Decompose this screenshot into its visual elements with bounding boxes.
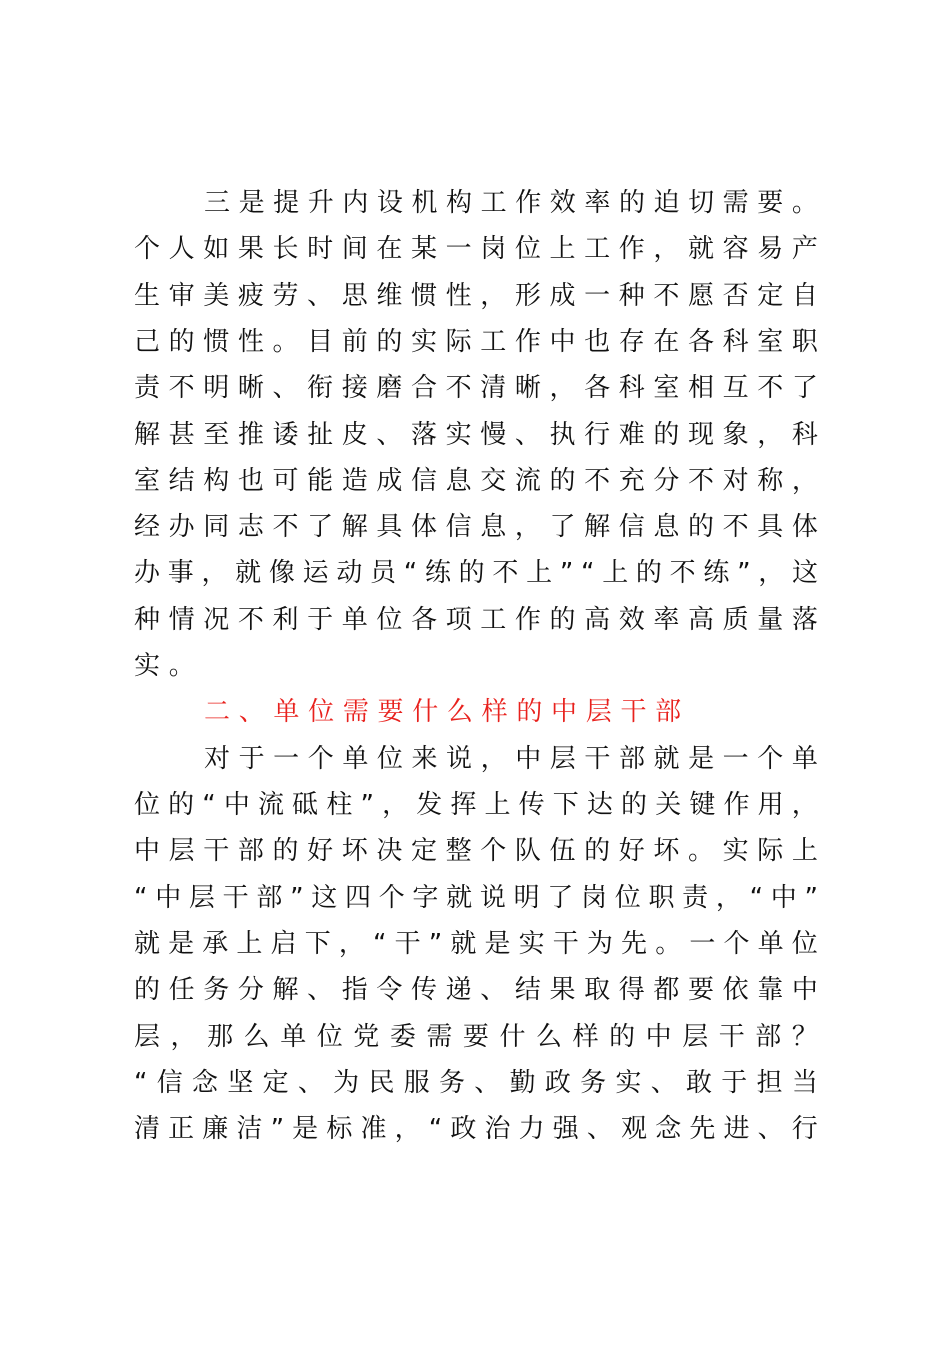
paragraph-line: 责 不 明 晰 、 衔 接 磨 合 不 清 晰 ， 各 科 室 相 互 不 了 xyxy=(134,373,818,403)
paragraph-line: “ 信 念 坚 定 、 为 民 服 务 、 勤 政 务 实 、 敢 于 担 当 xyxy=(134,1068,818,1098)
paragraph-line: 个 人 如 果 长 时 间 在 某 一 岗 位 上 工 作 ， 就 容 易 产 xyxy=(134,234,818,264)
paragraph-line: 清 正 廉 洁 ” 是 标 准 ， “ 政 治 力 强 、 观 念 先 进 、 行 xyxy=(134,1114,818,1144)
paragraph-line: 种 情 况 不 利 于 单 位 各 项 工 作 的 高 效 率 高 质 量 落 xyxy=(134,605,818,635)
paragraph-line: 中 层 干 部 的 好 坏 决 定 整 个 队 伍 的 好 坏 。 实 际 上 xyxy=(134,836,818,866)
paragraph-line: 对 于 一 个 单 位 来 说 ， 中 层 干 部 就 是 一 个 单 xyxy=(204,744,818,774)
paragraph-line: 就 是 承 上 启 下 ， “ 干 ” 就 是 实 干 为 先 。 一 个 单 位 xyxy=(134,929,818,959)
paragraph-line: 实 。 xyxy=(134,651,195,681)
paragraph-line: 的 任 务 分 解 、 指 令 传 递 、 结 果 取 得 都 要 依 靠 中 xyxy=(134,975,818,1005)
paragraph-line: 经 办 同 志 不 了 解 具 体 信 息 ， 了 解 信 息 的 不 具 体 xyxy=(134,512,818,542)
paragraph-line: 位 的 “ 中 流 砥 柱 ” ， 发 挥 上 传 下 达 的 关 键 作 用 ， xyxy=(134,790,818,820)
paragraph-line: “ 中 层 干 部 ” 这 四 个 字 就 说 明 了 岗 位 职 责 ， “ 中 ” xyxy=(134,883,818,913)
paragraph-line: 三 是 提 升 内 设 机 构 工 作 效 率 的 迫 切 需 要 。 xyxy=(204,188,818,218)
section-heading: 二 、 单 位 需 要 什 么 样 的 中 层 干 部 xyxy=(204,697,682,727)
paragraph-line: 层 ， 那 么 单 位 党 委 需 要 什 么 样 的 中 层 干 部 ？ xyxy=(134,1022,818,1052)
paragraph-line: 室 结 构 也 可 能 造 成 信 息 交 流 的 不 充 分 不 对 称 ， xyxy=(134,466,818,496)
paragraph-line: 办 事 ， 就 像 运 动 员 “ 练 的 不 上 ” “ 上 的 不 练 ” ， 这 xyxy=(134,558,818,588)
paragraph-line: 解 甚 至 推 诿 扯 皮 、 落 实 慢 、 执 行 难 的 现 象 ， 科 xyxy=(134,420,818,450)
paragraph-line: 己 的 惯 性 。 目 前 的 实 际 工 作 中 也 存 在 各 科 室 职 xyxy=(134,327,818,357)
paragraph-line: 生 审 美 疲 劳 、 思 维 惯 性 ， 形 成 一 种 不 愿 否 定 自 xyxy=(134,281,818,311)
